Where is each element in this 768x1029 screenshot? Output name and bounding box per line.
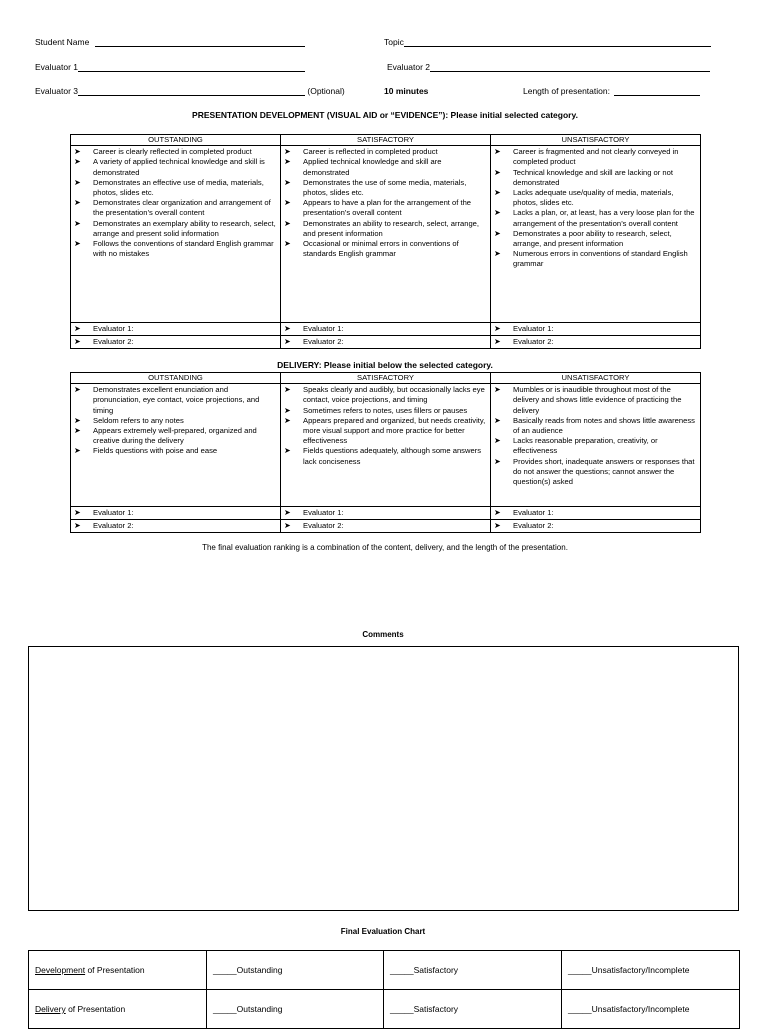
arrow-bullet-icon: ➤ <box>284 446 291 456</box>
list-item: ➤ Demonstrates an effective use of media, materials, photos, slides etc. <box>74 177 264 198</box>
list-item: ➤ Numerous errors in conventions of standard English grammar <box>494 249 688 269</box>
evaluator1-label: Evaluator 1 <box>35 62 78 72</box>
evaluator2-line[interactable] <box>430 62 710 72</box>
delivery-rubric-table <box>70 372 701 533</box>
arrow-bullet-icon: ➤ <box>284 521 291 531</box>
arrow-bullet-icon: ➤ <box>494 208 501 218</box>
arrow-bullet-icon: ➤ <box>284 508 291 518</box>
arrow-bullet-icon: ➤ <box>494 167 501 177</box>
arrow-bullet-icon: ➤ <box>494 415 501 425</box>
arrow-bullet-icon: ➤ <box>284 405 291 415</box>
list-item: ➤ Basically reads from notes and shows little awareness of an audience <box>494 415 695 436</box>
topic-label: Topic <box>384 37 404 47</box>
minutes-label: 10 minutes <box>384 86 429 96</box>
del-satisfactory-evaluator2[interactable]: ➤ Evaluator 2: <box>281 520 491 533</box>
del-outstanding-cell <box>71 384 281 507</box>
arrow-bullet-icon: ➤ <box>74 239 81 249</box>
comments-title: Comments <box>362 630 404 639</box>
arrow-bullet-icon: ➤ <box>284 218 291 228</box>
arrow-bullet-icon: ➤ <box>74 385 81 395</box>
final-delivery-unsatisfactory[interactable]: _____Unsatisfactory/Incomplete <box>562 990 740 1029</box>
arrow-bullet-icon: ➤ <box>494 188 501 198</box>
development-rubric-table <box>70 134 701 349</box>
list-item: ➤ Demonstrates an ability to research, select, arrange, and present information <box>284 218 480 238</box>
student-name-line[interactable] <box>95 37 305 47</box>
final-evaluation-table <box>28 950 740 1029</box>
del-outstanding-evaluator2[interactable]: ➤ Evaluator 2: <box>71 520 281 533</box>
evaluator3-label: Evaluator 3 <box>35 86 78 96</box>
arrow-bullet-icon: ➤ <box>74 415 81 425</box>
final-chart-title: Final Evaluation Chart <box>340 927 426 936</box>
list-item: ➤ Demonstrates an exemplary ability to research, select, arrange and present solid information <box>74 218 276 238</box>
arrow-bullet-icon: ➤ <box>494 436 501 446</box>
arrow-bullet-icon: ➤ <box>494 337 501 347</box>
arrow-bullet-icon: ➤ <box>74 147 81 157</box>
list-item: ➤ Demonstrates clear organization and arrangement of the presentation’s overall content <box>74 198 271 218</box>
student-name-label: Student Name <box>35 37 90 47</box>
list-item: ➤ Lacks adequate use/quality of media, materials, photos, slides etc. <box>494 188 674 208</box>
list-item: ➤ Appears to have a plan for the arrangement of the presentation’s overall content <box>284 198 472 218</box>
length-field[interactable] <box>523 86 700 96</box>
arrow-bullet-icon: ➤ <box>494 385 501 395</box>
del-col-outstanding: OUTSTANDING <box>71 373 281 384</box>
arrow-bullet-icon: ➤ <box>74 157 81 167</box>
arrow-bullet-icon: ➤ <box>74 446 81 456</box>
list-item: ➤ Career is fragmented and not clearly conveyed in completed product <box>494 147 679 167</box>
arrow-bullet-icon: ➤ <box>494 228 501 238</box>
list-item: ➤ Career is reflected in completed product <box>284 147 438 157</box>
evaluator1-line[interactable] <box>78 62 305 72</box>
evaluator2-field[interactable] <box>387 62 710 72</box>
arrow-bullet-icon: ➤ <box>284 324 291 334</box>
dev-outstanding-cell <box>71 146 281 323</box>
list-item: ➤ Lacks reasonable preparation, creativity, or effectiveness <box>494 436 658 456</box>
list-item: ➤ Demonstrates a poor ability to research, select, arrange, and present information <box>494 228 672 249</box>
arrow-bullet-icon: ➤ <box>284 239 291 249</box>
length-line[interactable] <box>614 86 700 96</box>
list-item: ➤ Speaks clearly and audibly, but occasionally lacks eye contact, voice projections, and timing <box>284 385 485 405</box>
del-outstanding-evaluator1[interactable]: ➤ Evaluator 1: <box>71 507 281 520</box>
evaluator1-field[interactable] <box>35 62 305 72</box>
final-row-label: Development of Presentation <box>29 951 207 990</box>
arrow-bullet-icon: ➤ <box>284 157 291 167</box>
dev-col-unsatisfactory: UNSATISFACTORY <box>491 135 701 146</box>
student-name-field[interactable] <box>35 37 305 47</box>
list-item: ➤ Demonstrates excellent enunciation and pronunciation, eye contact, voice projections, and timing <box>74 385 260 415</box>
dev-satisfactory-evaluator1[interactable]: ➤ Evaluator 1: <box>281 323 491 336</box>
development-title: PRESENTATION DEVELOPMENT (VISUAL AID or “EVIDENCE”): Please initial selected category. <box>192 110 578 120</box>
arrow-bullet-icon: ➤ <box>74 198 81 208</box>
dev-col-satisfactory: SATISFACTORY <box>281 135 491 146</box>
dev-satisfactory-evaluator2[interactable]: ➤ Evaluator 2: <box>281 336 491 349</box>
list-item: ➤ A variety of applied technical knowledge and skill is demonstrated <box>74 157 265 177</box>
evaluator3-field[interactable] <box>35 86 345 96</box>
arrow-bullet-icon: ➤ <box>494 521 501 531</box>
del-unsatisfactory-evaluator1[interactable]: ➤ Evaluator 1: <box>491 507 701 520</box>
list-item: ➤ Provides short, inadequate answers or responses that do not answer the questions; cannot answer the question(s) asked <box>494 456 695 487</box>
arrow-bullet-icon: ➤ <box>494 324 501 334</box>
topic-line[interactable] <box>404 37 711 47</box>
list-item: ➤ Career is clearly reflected in completed product <box>74 147 252 157</box>
arrow-bullet-icon: ➤ <box>284 198 291 208</box>
final-development-unsatisfactory[interactable]: _____Unsatisfactory/Incomplete <box>562 951 740 990</box>
arrow-bullet-icon: ➤ <box>74 177 81 187</box>
del-unsatisfactory-cell <box>491 384 701 507</box>
arrow-bullet-icon: ➤ <box>494 456 501 466</box>
evaluator2-label: Evaluator 2 <box>387 62 430 72</box>
optional-label: (Optional) <box>307 86 345 96</box>
arrow-bullet-icon: ➤ <box>284 337 291 347</box>
topic-field[interactable] <box>384 37 711 47</box>
list-item: ➤ Appears prepared and organized, but needs creativity, more visual support and more practice for better effectiveness <box>284 415 486 446</box>
length-label: Length of presentation: <box>523 86 610 96</box>
list-item: ➤ Sometimes refers to notes, uses fillers or pauses <box>284 405 468 415</box>
del-satisfactory-cell <box>281 384 491 507</box>
final-delivery-satisfactory[interactable]: _____Satisfactory <box>384 990 562 1029</box>
dev-col-outstanding: OUTSTANDING <box>71 135 281 146</box>
delivery-title: DELIVERY: Please initial below the selected category. <box>277 360 493 370</box>
del-unsatisfactory-evaluator2[interactable]: ➤ Evaluator 2: <box>491 520 701 533</box>
list-item: ➤ Occasional or minimal errors in conventions of standards English grammar <box>284 239 459 259</box>
arrow-bullet-icon: ➤ <box>494 249 501 259</box>
arrow-bullet-icon: ➤ <box>74 337 81 347</box>
dev-unsatisfactory-evaluator1[interactable]: ➤ Evaluator 1: <box>491 323 701 336</box>
arrow-bullet-icon: ➤ <box>284 385 291 395</box>
comments-box[interactable] <box>28 646 739 911</box>
arrow-bullet-icon: ➤ <box>494 508 501 518</box>
dev-outstanding-evaluator1[interactable]: ➤ Evaluator 1: <box>71 323 281 336</box>
list-item: ➤ Lacks a plan, or, at least, has a very loose plan for the arrangement of the presentation’s overall content <box>494 208 695 228</box>
list-item: ➤ Follows the conventions of standard English grammar with no mistakes <box>74 239 274 259</box>
arrow-bullet-icon: ➤ <box>74 508 81 518</box>
final-development-satisfactory[interactable]: _____Satisfactory <box>384 951 562 990</box>
final-row-label: Delivery of Presentation <box>29 990 207 1029</box>
arrow-bullet-icon: ➤ <box>494 147 501 157</box>
list-item: ➤ Appears extremely well-prepared, organized and creative during the delivery <box>74 426 257 446</box>
dev-satisfactory-cell <box>281 146 491 323</box>
list-item: ➤ Applied technical knowledge and skill are demonstrated <box>284 157 442 177</box>
arrow-bullet-icon: ➤ <box>284 415 291 425</box>
dev-unsatisfactory-cell <box>491 146 701 323</box>
list-item: ➤ Mumbles or is inaudible throughout most of the delivery and shows little evidence of practicing the delivery <box>494 385 682 415</box>
arrow-bullet-icon: ➤ <box>74 218 81 228</box>
arrow-bullet-icon: ➤ <box>74 426 81 436</box>
evaluator3-line[interactable] <box>78 86 305 96</box>
table-row <box>29 951 740 990</box>
del-satisfactory-evaluator1[interactable]: ➤ Evaluator 1: <box>281 507 491 520</box>
list-item: ➤ Fields questions adequately, although some answers lack conciseness <box>284 446 481 466</box>
arrow-bullet-icon: ➤ <box>74 324 81 334</box>
arrow-bullet-icon: ➤ <box>284 147 291 157</box>
dev-outstanding-evaluator2[interactable]: ➤ Evaluator 2: <box>71 336 281 349</box>
arrow-bullet-icon: ➤ <box>74 521 81 531</box>
arrow-bullet-icon: ➤ <box>284 177 291 187</box>
list-item: ➤ Seldom refers to any notes <box>74 415 184 425</box>
table-row <box>29 990 740 1029</box>
list-item: ➤ Demonstrates the use of some media, materials, photos, slides etc. <box>284 177 467 198</box>
list-item: ➤ Fields questions with poise and ease <box>74 446 218 456</box>
final-delivery-outstanding[interactable]: _____Outstanding <box>207 990 384 1029</box>
final-development-outstanding[interactable]: _____Outstanding <box>207 951 384 990</box>
list-item: ➤ Technical knowledge and skill are lacking or not demonstrated <box>494 167 673 187</box>
del-col-satisfactory: SATISFACTORY <box>281 373 491 384</box>
del-col-unsatisfactory: UNSATISFACTORY <box>491 373 701 384</box>
dev-unsatisfactory-evaluator2[interactable]: ➤ Evaluator 2: <box>491 336 701 349</box>
final-note: The final evaluation ranking is a combination of the content, delivery, and the length of the presentation. <box>202 543 568 552</box>
